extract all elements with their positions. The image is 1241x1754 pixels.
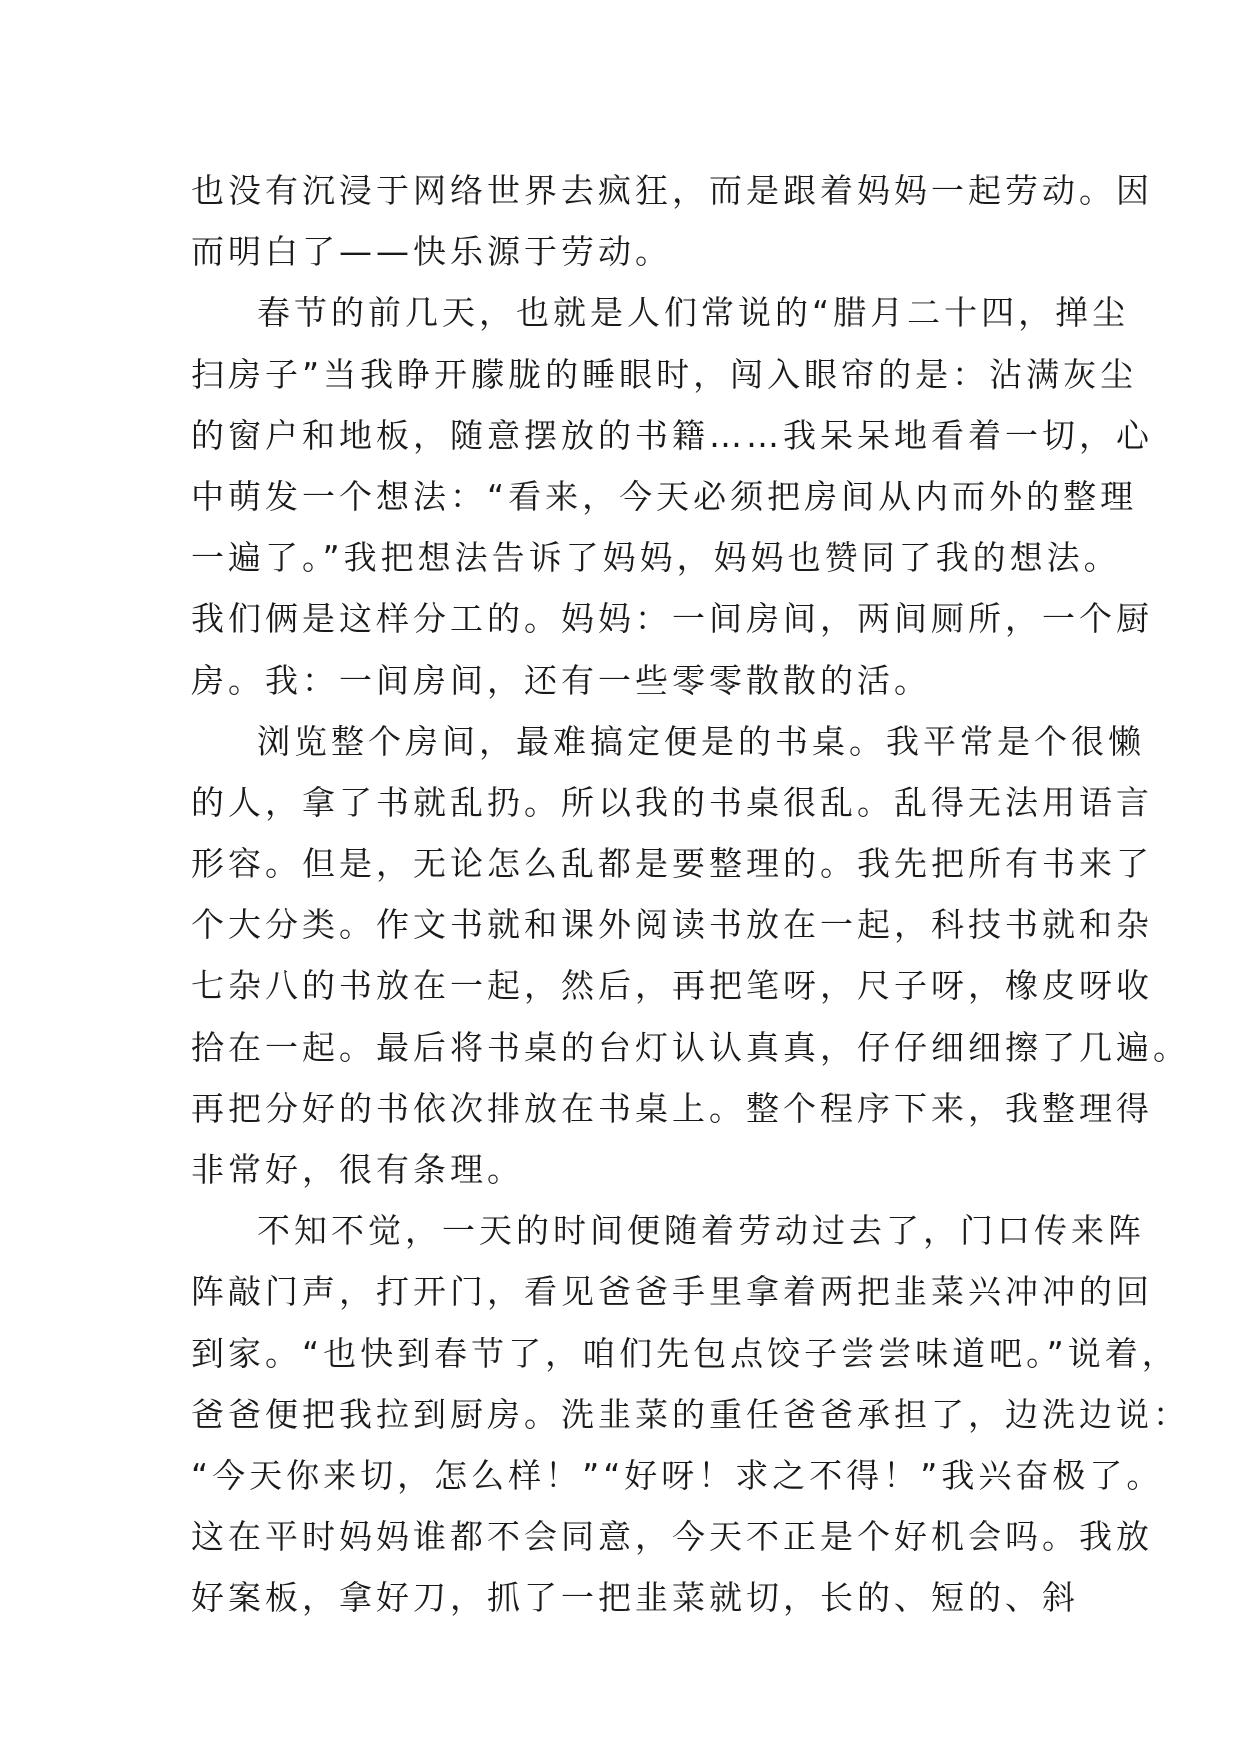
text-line: 好案板，拿好刀，抓了一把韭菜就切，长的、短的、斜 xyxy=(191,1578,1079,1618)
text-line: 再把分好的书依次排放在书桌上。整个程序下来，我整理得 xyxy=(191,1088,1153,1128)
paragraph-start-line: 浏览整个房间，最难搞定便是的书桌。我平常是个很懒 xyxy=(257,721,1145,761)
text-line: 拾在一起。最后将书桌的台灯认认真真，仔仔细细擦了几遍。 xyxy=(191,1027,1190,1067)
body-text xyxy=(191,160,1190,1629)
text-line: 阵敲门声，打开门，看见爸爸手里拿着两把韭菜兴冲冲的回 xyxy=(191,1272,1153,1312)
paragraph-start-line: 不知不觉，一天的时间便随着劳动过去了，门口传来阵 xyxy=(257,1211,1145,1251)
text-line: 个大分类。作文书就和课外阅读书放在一起，科技书就和杂 xyxy=(191,905,1153,945)
text-line: 这在平时妈妈谁都不会同意，今天不正是个好机会吗。我放 xyxy=(191,1517,1153,1557)
text-line: 而明白了——快乐源于劳动。 xyxy=(191,232,672,272)
text-line: 七杂八的书放在一起，然后，再把笔呀，尺子呀，橡皮呀收 xyxy=(191,966,1153,1006)
text-line: “今天你来切，怎么样！”“好呀！求之不得！”我兴奋极了。 xyxy=(191,1455,1164,1495)
text-line: 中萌发一个想法：“看来，今天必须把房间从内而外的整理 xyxy=(191,476,1138,516)
text-line: 形容。但是，无论怎么乱都是要整理的。我先把所有书来了 xyxy=(191,844,1153,884)
text-line: 房。我：一间房间，还有一些零零散散的活。 xyxy=(191,660,931,700)
text-line: 的窗户和地板，随意摆放的书籍……我呆呆地看着一切，心 xyxy=(191,415,1153,455)
paragraph-start-line: 春节的前几天，也就是人们常说的“腊月二十四，掸尘 xyxy=(257,293,1130,333)
text-line: 扫房子”当我睁开朦胧的睡眼时，闯入眼帘的是：沾满灰尘 xyxy=(191,354,1138,394)
text-line: 到家。“也快到春节了，咱们先包点饺子尝尝味道吧。”说着， xyxy=(191,1333,1179,1373)
text-line: 的人，拿了书就乱扔。所以我的书桌很乱。乱得无法用语言 xyxy=(191,782,1153,822)
text-line: 非常好，很有条理。 xyxy=(191,1150,524,1189)
text-line: 也没有沉浸于网络世界去疯狂，而是跟着妈妈一起劳动。因 xyxy=(191,171,1153,210)
text-line: 一遍了。”我把想法告诉了妈妈，妈妈也赞同了我的想法。 xyxy=(191,538,1121,578)
text-line: 爸爸便把我拉到厨房。洗韭菜的重任爸爸承担了，边洗边说： xyxy=(191,1394,1190,1434)
text-line: 我们俩是这样分工的。妈妈：一间房间，两间厕所，一个厨 xyxy=(191,599,1153,639)
